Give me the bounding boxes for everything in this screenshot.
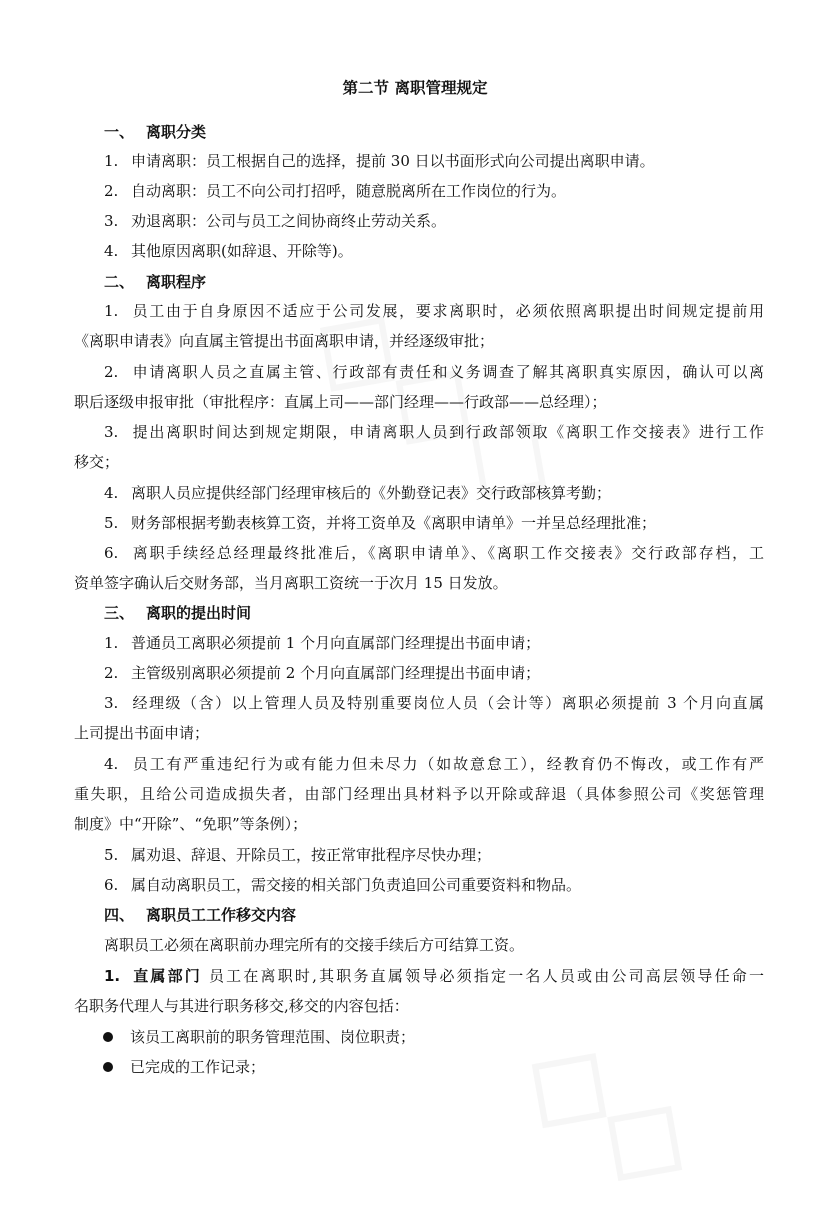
item-continuation: 名职务代理人与其进行职务移交,移交的内容包括： xyxy=(74,997,409,1015)
list-item xyxy=(104,151,764,171)
item-text: 申请离职：员工根据自己的选择，提前 30 日以书面形式向公司提出离职申请。 xyxy=(131,152,655,170)
section-heading xyxy=(74,603,764,623)
item-number: 2. xyxy=(104,182,119,200)
section-heading xyxy=(74,905,764,925)
list-item xyxy=(104,211,764,231)
list-item xyxy=(104,543,764,563)
section-title: 离职的提出时间 xyxy=(146,604,252,622)
item-text: 普通员工离职必须提前 1 个月向直属部门经理提出书面申请； xyxy=(131,634,541,652)
list-item xyxy=(104,845,764,865)
item-number: 6. xyxy=(104,544,119,562)
item-text: 员工在离职时,其职务直属领导必须指定一名人员或由公司高层领导任命一 xyxy=(201,967,764,985)
item-text: 离职手续经总经理最终批准后，《离职申请单》、《离职工作交接表》交行政部存档，工 xyxy=(131,544,764,562)
list-item xyxy=(104,633,764,653)
section-number: 二、 xyxy=(104,273,135,291)
item-continuation: 资单签字确认后交财务部，当月离职工资统一于次月 15 日发放。 xyxy=(74,574,508,592)
item-number: 2. xyxy=(104,664,119,682)
item-continuation: 上司提出书面申请； xyxy=(74,724,210,742)
item-text: 员工由于自身原因不适应于公司发展，要求离职时，必须依照离职提出时间规定提前用 xyxy=(131,302,764,320)
section-number: 三、 xyxy=(104,604,135,622)
list-item xyxy=(104,241,764,261)
item-number: 4. xyxy=(104,242,119,260)
list-item xyxy=(104,693,764,713)
section-title: 离职分类 xyxy=(146,123,207,141)
item-text: 离职人员应提供经部门经理审核后的《外勤登记表》交行政部核算考勤； xyxy=(131,484,612,502)
item-text: 属自动离职员工，需交接的相关部门负责追回公司重要资料和物品。 xyxy=(131,876,582,894)
section-number: 一、 xyxy=(104,123,135,141)
item-continuation: 重失职，且给公司造成损失者，由部门经理出具材料予以开除或辞退（具体参照公司《奖惩管理 xyxy=(74,785,764,803)
item-number: 5. xyxy=(104,846,119,864)
item-number: 3. xyxy=(104,694,119,712)
section-heading xyxy=(74,122,764,142)
item-number: 4. xyxy=(104,484,119,502)
item-label: 直属部门 xyxy=(131,967,202,985)
item-number: 6. xyxy=(104,876,119,894)
list-item xyxy=(104,362,764,382)
item-text: 申请离职人员之直属主管、行政部有责任和义务调查了解其离职真实原因，确认可以离 xyxy=(131,363,764,381)
page-title: 第二节 离职管理规定 xyxy=(342,79,488,97)
item-continuation: 制度》中“开除”、“免职”等条例）； xyxy=(74,815,308,833)
item-continuation: 职后逐级申报审批（审批程序：直属上司——部门经理——行政部——总经理）； xyxy=(74,393,607,411)
list-item xyxy=(104,663,764,683)
item-number: 1. xyxy=(104,152,119,170)
paragraph: 离职员工必须在离职前办理完所有的交接手续后方可结算工资。 xyxy=(104,936,525,954)
list-item xyxy=(104,966,764,986)
list-item xyxy=(104,754,764,774)
item-number: 1. xyxy=(104,302,119,320)
list-item xyxy=(104,422,764,442)
item-text: 经理级（含）以上管理人员及特别重要岗位人员（会计等）离职必须提前 3 个月向直属 xyxy=(131,694,764,712)
item-continuation: 移交； xyxy=(74,453,120,471)
list-item xyxy=(104,513,764,533)
item-number: 4. xyxy=(104,755,119,773)
item-text: 提出离职时间达到规定期限，申请离职人员到行政部领取《离职工作交接表》进行工作 xyxy=(131,423,764,441)
bullet-item: 已完成的工作记录； xyxy=(130,1058,266,1076)
item-text: 劝退离职：公司与员工之间协商终止劳动关系。 xyxy=(131,212,447,230)
item-text: 员工有严重违纪行为或有能力但未尽力（如故意怠工），经教育仍不悔改，或工作有严 xyxy=(131,755,764,773)
item-continuation: 《离职申请表》向直属主管提出书面离职申请，并经逐级审批； xyxy=(74,332,495,350)
item-text: 主管级别离职必须提前 2 个月向直属部门经理提出书面申请； xyxy=(131,664,541,682)
bullet-icon xyxy=(103,1032,113,1042)
item-number: 2. xyxy=(104,363,119,381)
item-text: 属劝退、辞退、开除员工，按正常审批程序尽快办理； xyxy=(131,846,492,864)
bullet-icon xyxy=(103,1062,113,1072)
section-title: 离职员工工作移交内容 xyxy=(146,906,297,924)
item-number: 3. xyxy=(104,212,119,230)
item-number: 1. xyxy=(104,634,119,652)
list-item xyxy=(104,301,764,321)
bullet-item: 该员工离职前的职务管理范围、岗位职责； xyxy=(130,1028,416,1046)
item-number: 3. xyxy=(104,423,119,441)
section-number: 四、 xyxy=(104,906,135,924)
section-heading xyxy=(74,272,764,292)
item-number: 5. xyxy=(104,514,119,532)
list-item xyxy=(104,181,764,201)
list-item xyxy=(104,483,764,503)
section-title: 离职程序 xyxy=(146,273,207,291)
item-text: 财务部根据考勤表核算工资，并将工资单及《离职申请单》一并呈总经理批准； xyxy=(131,514,657,532)
list-item xyxy=(104,875,764,895)
item-number: 1. xyxy=(104,967,121,985)
item-text: 自动离职：员工不向公司打招呼，随意脱离所在工作岗位的行为。 xyxy=(131,182,567,200)
item-text: 其他原因离职(如辞退、开除等)。 xyxy=(131,242,353,260)
